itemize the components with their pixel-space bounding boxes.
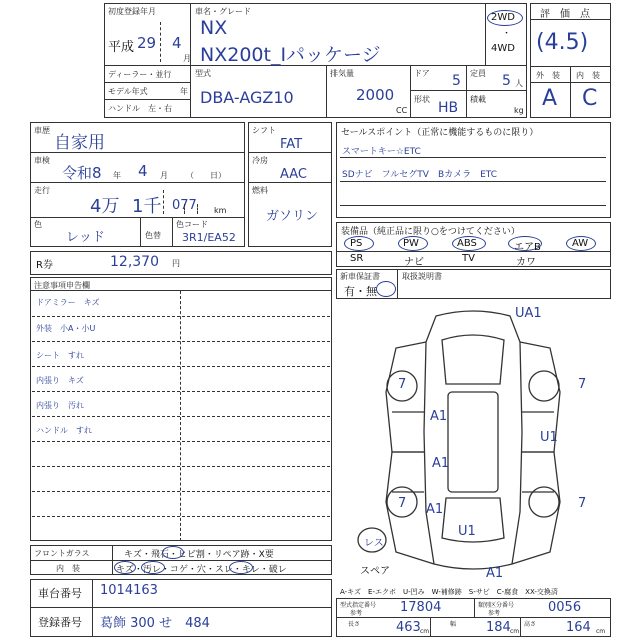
recycle-amount: 12,370 [110, 254, 159, 270]
drive-4wd: 4WD [491, 43, 515, 54]
capacity: 5 [502, 73, 511, 89]
damage-mark-wheel-rr: 7 [578, 496, 587, 511]
drive-2wd: 2WD [491, 12, 515, 23]
grade: NX200t_Iパッケージ [200, 44, 381, 66]
person-unit: 人 [515, 79, 523, 88]
recycle-box [30, 251, 332, 275]
interior-cond-text: キズ・汚レ・コゲ・穴・スレ・キレ・破レ [116, 565, 287, 575]
interior-cond-label: 内 装 [56, 564, 80, 573]
length: 463 [396, 620, 421, 635]
class-ref: 参考 [488, 610, 501, 617]
era-heisei: 平成 [108, 40, 135, 55]
front-glass-text: キズ・飛石・ヒビ割・リペア跡・X要 [124, 550, 274, 560]
equip-navi: ナビ [404, 257, 424, 268]
color: レッド [66, 230, 105, 245]
damage-mark-wheel-fl: 7 [398, 377, 407, 392]
model-code-label: 型式 [195, 69, 211, 78]
type-cert-label: 型式指定番号 [340, 602, 377, 609]
exterior-label: 外 装 [536, 71, 560, 80]
usage-label: 車歴 [34, 126, 50, 135]
inspection-month-unit: 月 [160, 171, 168, 180]
note-item: ハンドル すれ [36, 426, 92, 435]
km-unit: km [214, 206, 227, 215]
month-suffix: 月 [183, 54, 191, 63]
width-unit: cm [510, 628, 520, 635]
color-code: 3R1/EA52 [182, 231, 236, 244]
type-cert-number: 17804 [400, 600, 442, 615]
height: 164 [566, 620, 591, 635]
damage-legend: A-キズ E-エクボ U-凹み W-補修跡 S-サビ C-腐食 XX-交換済 [340, 588, 558, 596]
selling-point-1: スマートキー☆ETC [342, 147, 421, 157]
usage: 自家用 [54, 133, 105, 153]
kg-unit: kg [514, 106, 524, 115]
note-item: 外装 小A・小U [36, 324, 96, 333]
manual-label: 取扱説明書 [402, 272, 442, 281]
fuel-label: 燃料 [252, 186, 268, 195]
equip-tv: TV [462, 253, 475, 264]
equip-sr: SR [350, 253, 364, 264]
warranty-selected-circle [376, 281, 396, 297]
first-reg-label: 初度登録年月 [108, 7, 156, 16]
equip-pw: PW [403, 238, 419, 249]
equip-aw: AW [572, 238, 589, 249]
notes-title: 注意事項申告欄 [34, 281, 90, 290]
selling-points-title: セールスポイント（正常に機能するものに限り） [341, 128, 539, 138]
type-cert-ref: 参考 [350, 610, 363, 617]
shift-label: シフト [252, 126, 276, 135]
selling-point-2: SDナビ フルセグTV Bカメラ ETC [342, 170, 498, 180]
damage-mark-rear-bumper: A1 [486, 566, 504, 581]
height-unit: cm [596, 628, 606, 635]
color-change-label: 色替 [145, 231, 161, 240]
doors: 5 [452, 73, 461, 89]
car-name: NX [200, 17, 228, 39]
warranty-value: 有・無 [344, 285, 377, 298]
new-car-label: 新車保証書 [340, 272, 380, 281]
damage-mark-wheel-rl: 7 [398, 496, 407, 511]
inspection-era: 令和8 [62, 164, 102, 182]
mileage-rest: 077 [172, 198, 197, 213]
width: 184 [486, 620, 511, 635]
drive-dot: ・ [502, 29, 512, 39]
equip-ps: PS [350, 238, 363, 249]
length-unit: cm [420, 628, 430, 635]
mileage-sen: 1千 [132, 196, 162, 217]
fuel: ガソリン [266, 209, 319, 224]
inspection-year-unit: 年 [113, 171, 121, 180]
handle-label: ハンドル 左・右 [108, 104, 172, 113]
displacement: 2000 [356, 86, 395, 104]
reg-number: 葛飾 300 せ 484 [100, 616, 210, 631]
ac: AAC [280, 167, 307, 182]
score-label: 評 価 点 [540, 9, 590, 20]
load-label: 積載 [470, 95, 486, 104]
note-item: 内張り 汚れ [36, 401, 84, 410]
front-glass-label: フロントガラス [34, 549, 90, 558]
car-name-label: 車名・グレード [195, 7, 251, 16]
damage-mark-door-rl: A1 [432, 456, 450, 471]
note-item: ドアミラー キズ [36, 298, 100, 307]
capacity-label: 定員 [470, 69, 486, 78]
model-code: DBA-AGZ10 [200, 88, 294, 107]
shape: HB [438, 100, 459, 116]
equip-airbag: エアB [514, 242, 541, 253]
dealer-label: ディーラー・並行 [108, 70, 172, 79]
door-label: ドア [414, 69, 430, 78]
color-label: 色 [34, 220, 42, 229]
class-number: 0056 [548, 600, 582, 615]
reg-month: 4 [172, 34, 182, 52]
damage-mark-rear-l: A1 [426, 502, 444, 517]
shift: FAT [280, 137, 303, 152]
damage-mark-door-fr: U1 [540, 430, 558, 445]
class-label: 類別区分番号 [478, 602, 515, 609]
length-label: 長さ [348, 621, 361, 628]
cc-unit: CC [396, 106, 408, 115]
equip-abs: ABS [457, 238, 477, 249]
interior-label: 内 装 [576, 71, 600, 80]
inspection-month: 4 [138, 162, 148, 180]
inspection-label: 車検 [34, 156, 50, 165]
mileage-man: 4万 [90, 196, 120, 217]
recycle-yen: 円 [172, 259, 180, 268]
mileage-label: 走行 [34, 186, 50, 195]
displacement-label: 排気量 [330, 69, 354, 78]
inspection-day-unit: （ 日） [186, 171, 226, 180]
note-item: シート すれ [36, 351, 84, 360]
damage-mark-wheel-fr: 7 [578, 377, 587, 392]
model-year-label: モデル年式 [108, 87, 148, 96]
color-code-label: 色コード [176, 220, 208, 229]
exterior-score: A [542, 86, 558, 111]
width-label: 幅 [450, 621, 457, 628]
reg-year: 29 [137, 34, 157, 52]
score-value: (4.5) [536, 30, 589, 55]
shape-label: 形状 [414, 95, 430, 104]
note-item: 内張り キズ [36, 376, 84, 385]
equipment-title: 装備品（純正品に限り○をつけてください） [341, 227, 520, 237]
interior-score: C [582, 86, 598, 111]
spare-label: スペア [360, 566, 390, 577]
damage-mark-trunk: U1 [458, 524, 476, 539]
height-label: 高さ [524, 621, 537, 628]
chassis-number: 1014163 [100, 583, 158, 598]
chassis-label: 車台番号 [38, 587, 82, 600]
ac-label: 冷房 [252, 156, 268, 165]
reg-number-label: 登録番号 [38, 616, 82, 629]
damage-mark-roof-front: UA1 [515, 306, 542, 321]
year-suffix: 年 [180, 87, 188, 96]
equip-leather: カワ [516, 257, 536, 268]
damage-mark-door-fl: A1 [430, 409, 448, 424]
spare-note: レス [364, 538, 384, 549]
recycle-label: R券 [36, 260, 53, 271]
